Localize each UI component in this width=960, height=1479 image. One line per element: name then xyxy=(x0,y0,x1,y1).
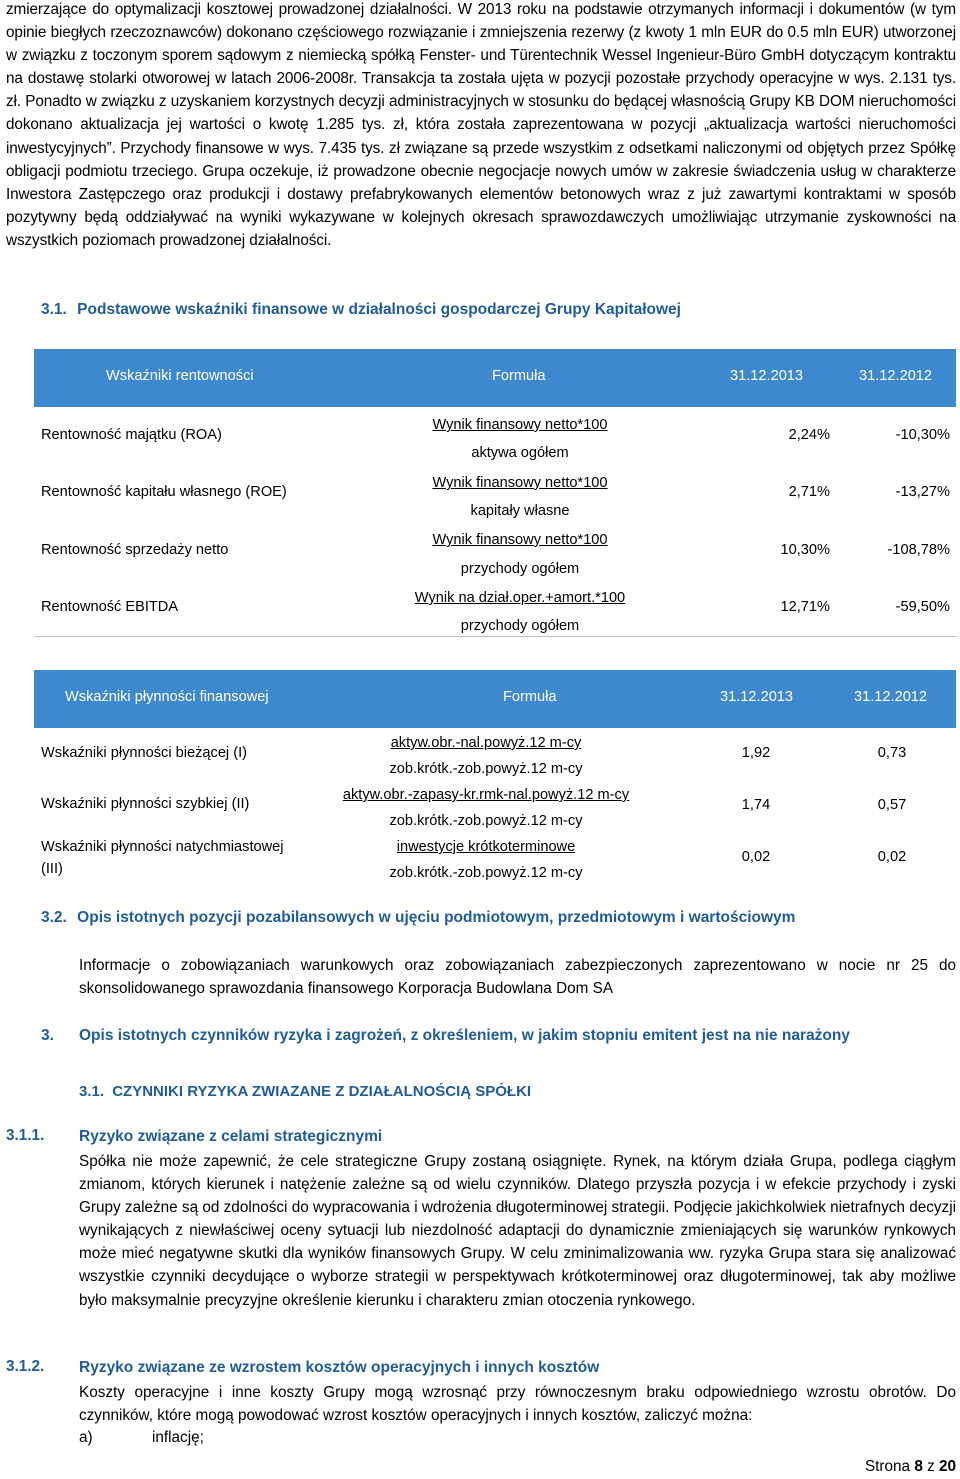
subsection-3-1-1-body: Spółka nie może zapewnić, że cele strategiczne Grupy zostaną osiągnięte. Rynek, na którym działa Grupa, podlega ciągłym zmianom, których kierunek i natężenie zależne są od wielu czynników. Dlatego przyszła pozycja i w efekcie przychody i zyski Grupy zależne są od zdolności do wypracowania i wdrożenia długoterminowej strategii. Podjęcie jakichkolwiek nietrafnych decyzji wynikających z niewłaściwej oceny sytuacji lub niezdolność adaptacji do dynamicznie zmieniających się warunków rynkowych może mieć negatywne skutki dla wyników finansowych Grupy. W celu zminimalizowania ww. ryzyka Grupa stara się analizować wszystkie czynniki decydujące o wyborze strategii w perspektywach krótkoterminowej oraz długoterminowej, tak aby możliwe było maksymalnie precyzyjne określenie kierunku i charakteru zmian otoczenia rynkowego. xyxy=(79,1153,956,1309)
footer-page-number: 8 xyxy=(914,1458,923,1475)
liquidity-table-header xyxy=(34,670,956,728)
intro-paragraph: zmierzające do optymalizacji kosztowej prowadzonej działalności. W 2013 roku na podstawie otrzymanych informacji i dokumentów (w tym opinie biegłych rzeczoznawców) dokonano częściowego rozwiązanie i zmniejszenia rezerwy (z kwoty 1 mln EUR do 0.5 mln EUR) utworzonej w związku z toczonym sporem sądowym z niemiecką spółką Fenster- und Türentechnik Wessel Ingenieur-Büro GmbH dotyczącym kontraktu na dostawę stolarki otworowej w latach 2006-2008r. Transakcja ta została ujęta w pozycji pozostałe przychody operacyjne w wys. 2.131 tys. zł. Ponadto w związku z uzyskaniem korzystnych decyzji administracyjnych w stosunku do będącej własnością Grupy KB DOM nieruchomości dokonano aktualizacja jej wartości o kwotę 1.285 tys. zł, która została zaprezentowana w pozycji „aktualizacja wartości nieruchomości inwestycyjnych”. Przychody finansowe w wys. 7.435 tys. zł związane są przede wszystkim z odsetkami naliczonymi od objętych przez Spółkę obligacji podmiotu trzeciego. Grupa oczekuje, iż prowadzone obecnie negocjacje nowych umów w zakresie świadczenia usług w charakterze Inwestora Zastępczego oraz produkcji i dostawy prefabrykowanych elementów betonowych wraz z już zawartymi kontraktami w sposób pozytywny będą oddziaływać na wyniki wykazywane w kolejnych okresach sprawozdawczych umożliwiając utrzymanie zyskowności na wszystkich poziomach prowadzonej działalności. xyxy=(6,1,956,249)
section-3-1-risk-heading xyxy=(79,1081,531,1103)
value-2012: -108,78% xyxy=(887,542,950,558)
section-number: 3.1. xyxy=(41,301,67,318)
value-2012: 0,57 xyxy=(877,797,907,813)
formula-numerator: inwestycje krótkoterminowe xyxy=(396,839,576,855)
value-2012: 0,02 xyxy=(877,849,907,865)
footer-separator: z xyxy=(927,1458,935,1475)
section-number: 3.2. xyxy=(41,909,67,926)
value-2013: 0,02 xyxy=(741,849,771,865)
section-3-2-heading xyxy=(41,907,795,929)
indicator-name: Rentowność kapitału własnego (ROE) xyxy=(41,484,287,500)
footer-page-total: 20 xyxy=(938,1458,956,1475)
formula-denominator: przychody ogółem xyxy=(460,618,580,634)
value-2012: 0,73 xyxy=(877,745,907,761)
value-2013: 2,24% xyxy=(788,427,830,443)
formula-denominator: zob.krótk.-zob.powyż.12 m-cy xyxy=(389,865,583,881)
header-formula: Formuła xyxy=(503,689,557,705)
section-3-2-body: Informacje o zobowiązaniach warunkowych oraz zobowiązaniach zabezpieczonych zaprezentowano w nocie nr 25 do skonsolidowanego sprawozdania finansowego Korporacja Budowlana Dom SA xyxy=(79,957,956,998)
section-title: Opis istotnych pozycji pozabilansowych w ujęciu podmiotowym, przedmiotowym i wartościowym xyxy=(77,909,796,926)
header-indicator: Wskaźniki rentowności xyxy=(106,368,254,384)
formula-denominator: zob.krótk.-zob.powyż.12 m-cy xyxy=(389,761,583,777)
section-title: Opis istotnych czynników ryzyka i zagrożeń, z określeniem, w jakim stopniu emitent jest na nie narażony xyxy=(79,1027,850,1044)
value-2012: -10,30% xyxy=(895,427,950,443)
section-3-1-heading xyxy=(41,299,681,321)
formula-denominator: zob.krótk.-zob.powyż.12 m-cy xyxy=(389,813,583,829)
value-2013: 1,92 xyxy=(741,745,771,761)
profitability-table-header xyxy=(34,349,956,407)
subsection-3-1-1-title: Ryzyko związane z celami strategicznymi xyxy=(79,1128,383,1145)
indicator-name: Rentowność sprzedaży netto xyxy=(41,542,229,558)
section-title: Podstawowe wskaźniki finansowe w działalności gospodarczej Grupy Kapitałowej xyxy=(77,301,681,318)
indicator-name-continued: (III) xyxy=(41,861,63,877)
section-number: 3.1. xyxy=(79,1083,105,1100)
value-2012: -13,27% xyxy=(895,484,950,500)
section-number: 3. xyxy=(41,1027,54,1044)
header-indicator: Wskaźniki płynności finansowej xyxy=(65,689,269,705)
value-2013: 1,74 xyxy=(741,797,771,813)
page-footer xyxy=(865,1458,956,1476)
section-title: CZYNNIKI RYZYKA ZWIAZANE Z DZIAŁALNOŚCIĄ SPÓŁKI xyxy=(112,1083,532,1100)
header-year-2012: 31.12.2012 xyxy=(859,368,933,384)
indicator-name: Wskaźniki płynności bieżącej (I) xyxy=(41,745,248,761)
indicator-name: Rentowność majątku (ROA) xyxy=(41,427,222,443)
subsection-3-1-2-body: Koszty operacyjne i inne koszty Grupy mogą wzrosnąć przy równoczesnym braku odpowiedniego wzrostu obrotów. Do czynników, które mogą powodować wzrost kosztów operacyjnych i innych kosztów, zaliczyć można: xyxy=(79,1384,956,1425)
formula-numerator: aktyw.obr.-zapasy-kr.rmk-nal.powyż.12 m-cy xyxy=(342,787,630,803)
list-item-marker: a) xyxy=(79,1429,93,1446)
formula-numerator: Wynik na dział.oper.+amort.*100 xyxy=(414,590,626,606)
subsection-number: 3.1.2. xyxy=(6,1358,45,1375)
value-2013: 12,71% xyxy=(780,599,830,615)
indicator-name: Wskaźniki płynności natychmiastowej xyxy=(41,839,284,855)
value-2012: -59,50% xyxy=(895,599,950,615)
header-year-2013: 31.12.2013 xyxy=(720,689,794,705)
value-2013: 10,30% xyxy=(780,542,830,558)
value-2013: 2,71% xyxy=(788,484,830,500)
subsection-3-1-2-title: Ryzyko związane ze wzrostem kosztów operacyjnych i innych kosztów xyxy=(79,1359,600,1376)
table-divider xyxy=(34,636,956,637)
section-3-heading xyxy=(41,1025,850,1047)
formula-numerator: Wynik finansowy netto*100 xyxy=(432,417,608,433)
indicator-name: Rentowność EBITDA xyxy=(41,599,179,615)
formula-denominator: kapitały własne xyxy=(470,503,570,519)
list-item-text: inflację; xyxy=(152,1429,204,1446)
formula-denominator: aktywa ogółem xyxy=(471,445,569,461)
formula-numerator: Wynik finansowy netto*100 xyxy=(432,475,608,491)
formula-numerator: Wynik finansowy netto*100 xyxy=(432,532,608,548)
footer-prefix: Strona xyxy=(864,1458,911,1475)
header-year-2013: 31.12.2013 xyxy=(730,368,804,384)
header-formula: Formuła xyxy=(492,368,546,384)
formula-numerator: aktyw.obr.-nal.powyż.12 m-cy xyxy=(390,735,582,751)
subsection-number: 3.1.1. xyxy=(6,1127,45,1144)
formula-denominator: przychody ogółem xyxy=(460,561,580,577)
header-year-2012: 31.12.2012 xyxy=(854,689,928,705)
indicator-name: Wskaźniki płynności szybkiej (II) xyxy=(41,796,250,812)
